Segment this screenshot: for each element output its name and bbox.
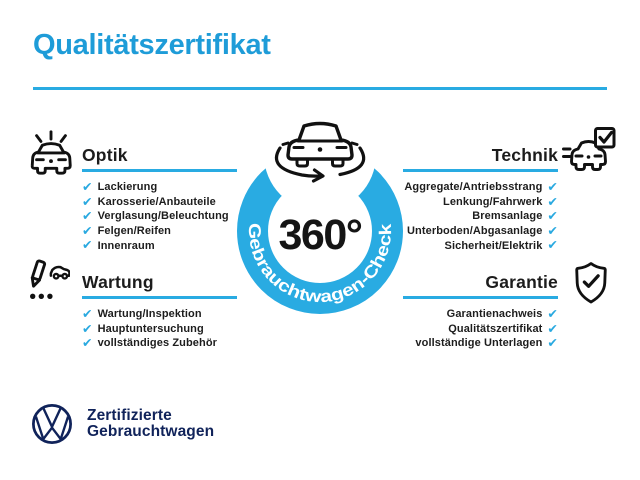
check-icon: ✔	[547, 336, 558, 351]
vw-logo	[30, 402, 74, 446]
car-shine-icon	[27, 127, 75, 177]
section-wartung-heading: Wartung	[82, 272, 154, 292]
list-item-label: Wartung/Inspektion	[97, 308, 202, 321]
check-icon: ✔	[82, 307, 93, 322]
brand-footer	[30, 402, 214, 446]
shield-check-icon	[572, 260, 610, 306]
list-item-label: Innenraum	[97, 239, 155, 252]
car-checkbox-icon	[562, 127, 616, 173]
shine-rays	[37, 132, 66, 142]
check-icon: ✔	[547, 307, 558, 322]
list-item-label: Felgen/Reifen	[97, 225, 172, 238]
list-item-label: Unterboden/Abgasanlage	[406, 225, 543, 238]
list-item-label: Verglasung/Beleuchtung	[97, 210, 229, 223]
check-icon: ✔	[547, 209, 558, 224]
check-icon: ✔	[547, 180, 558, 195]
section-garantie-heading: Garantie	[485, 272, 558, 292]
list-item-label: vollständiges Zubehör	[97, 337, 218, 350]
section-technik-heading: Technik	[491, 145, 558, 165]
check-icon: ✔	[547, 238, 558, 253]
car-360-rotation-icon	[210, 110, 430, 360]
ring-label-text: Gebrauchtwagen-Check	[244, 223, 396, 307]
check-icon: ✔	[82, 238, 93, 253]
check-glyph	[584, 276, 598, 286]
page-title: Qualitätszertifikat	[33, 29, 271, 61]
list-item-label: Qualitätszertifikat	[448, 322, 543, 335]
list-item-label: Sicherheit/Elektrik	[444, 239, 543, 252]
list-item-label: Garantienachweis	[446, 308, 543, 321]
list-item-label: Hauptuntersuchung	[97, 322, 204, 335]
list-item-label: vollständige Unterlagen	[415, 337, 543, 350]
list-item-label: Bremsanlage	[472, 210, 543, 223]
checkbox	[596, 129, 615, 148]
check-icon: ✔	[547, 321, 558, 336]
car-front-outline	[32, 144, 70, 174]
pencil	[30, 260, 45, 287]
list-item-label: Lackierung	[97, 181, 158, 194]
motion-lines	[564, 149, 571, 157]
brand-text	[87, 408, 214, 439]
small-car	[51, 267, 70, 279]
section-optik-heading: Optik	[82, 145, 128, 165]
list-item-label: Aggregate/Antriebsstrang	[404, 181, 543, 194]
pencil-car-checklist-icon	[26, 259, 70, 303]
check-icon: ✔	[547, 194, 558, 209]
check-icon: ✔	[82, 336, 93, 351]
check-icon: ✔	[82, 209, 93, 224]
list-item-label: Karosserie/Anbauteile	[97, 195, 216, 208]
check-icon: ✔	[82, 321, 93, 336]
check-icon: ✔	[547, 223, 558, 238]
check-icon: ✔	[82, 223, 93, 238]
list-item-label: Lenkung/Fahrwerk	[443, 195, 543, 208]
brand-line-1: Zertifizierte	[87, 407, 172, 424]
checklist-dots	[30, 294, 53, 299]
title-divider	[33, 87, 607, 90]
check-icon: ✔	[82, 194, 93, 209]
check-icon: ✔	[82, 180, 93, 195]
brand-line-2: Gebrauchtwagen	[87, 422, 215, 440]
degree-label: 360°	[278, 211, 362, 259]
